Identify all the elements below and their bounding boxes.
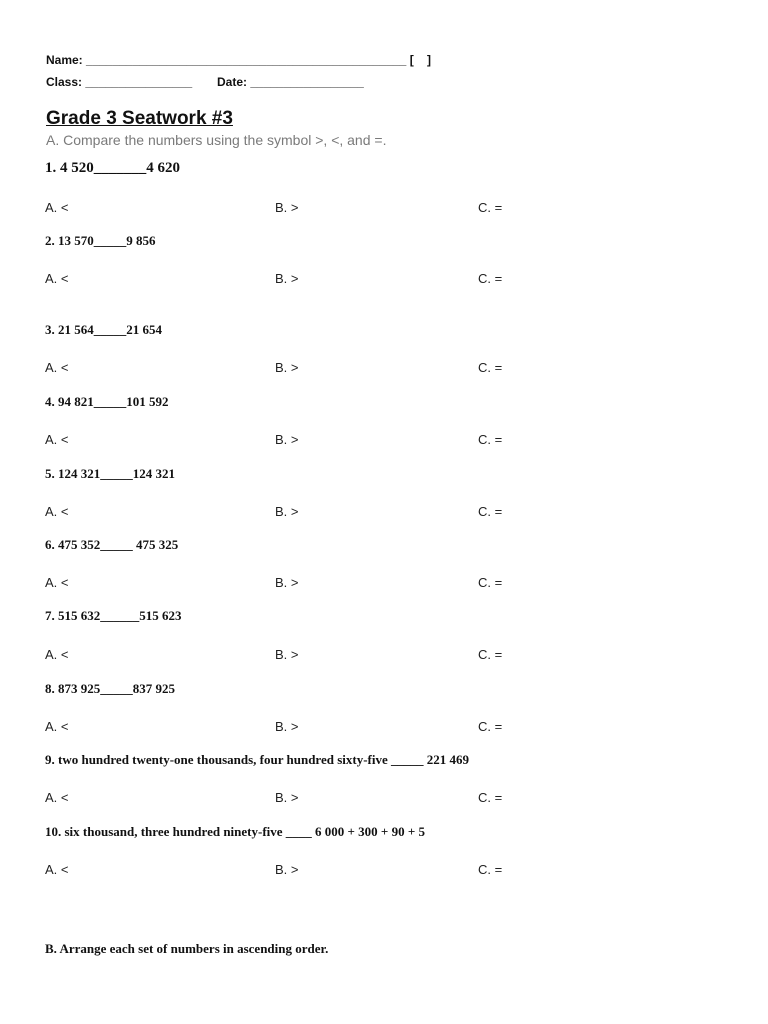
question-8: 8. 873 925_____837 925	[45, 681, 175, 696]
q9-option-a: A. <	[45, 790, 69, 805]
section-a-instruction: A. Compare the numbers using the symbol >, <, and =.	[46, 132, 387, 148]
q10-option-a: A. <	[45, 862, 69, 877]
question-10: 10. six thousand, three hundred ninety-five ____ 6 000 + 300 + 90 + 5	[45, 824, 426, 839]
q3-option-a: A. <	[45, 360, 69, 375]
q8-option-b: B. >	[275, 719, 299, 734]
q7-option-a: A. <	[45, 647, 69, 662]
q8-option-c: C. =	[478, 719, 503, 734]
q3-option-b: B. >	[275, 360, 299, 375]
question-5: 5. 124 321_____124 321	[45, 466, 175, 481]
question-2: 2. 13 570_____9 856	[45, 233, 156, 248]
q6-option-b: B. >	[275, 575, 299, 590]
q5-option-c: C. =	[478, 504, 503, 519]
q5-option-a: A. <	[45, 504, 69, 519]
question-1: 1. 4 520_______4 620	[45, 160, 180, 176]
q2-option-c: C. =	[478, 271, 503, 286]
worksheet-title: Grade 3 Seatwork #3	[46, 108, 233, 129]
name-field-line: Name: ________________________________________________ [ ]	[46, 53, 432, 67]
q6-option-a: A. <	[45, 575, 69, 590]
q7-option-b: B. >	[275, 647, 299, 662]
q7-option-c: C. =	[478, 647, 503, 662]
question-4: 4. 94 821_____101 592	[45, 394, 169, 409]
q4-option-c: C. =	[478, 432, 503, 447]
question-7: 7. 515 632______515 623	[45, 608, 182, 623]
date-field-line: Date: _________________	[217, 75, 364, 89]
question-3: 3. 21 564_____21 654	[45, 322, 162, 337]
q6-option-c: C. =	[478, 575, 503, 590]
q8-option-a: A. <	[45, 719, 69, 734]
q9-option-c: C. =	[478, 790, 503, 805]
q2-option-a: A. <	[45, 271, 69, 286]
q1-option-a: A. <	[45, 200, 69, 215]
q4-option-a: A. <	[45, 432, 69, 447]
question-6: 6. 475 352_____ 475 325	[45, 537, 179, 552]
class-field-line: Class: ________________	[46, 75, 193, 89]
q4-option-b: B. >	[275, 432, 299, 447]
q10-option-b: B. >	[275, 862, 299, 877]
q1-option-c: C. =	[478, 200, 503, 215]
q3-option-c: C. =	[478, 360, 503, 375]
q5-option-b: B. >	[275, 504, 299, 519]
q10-option-c: C. =	[478, 862, 503, 877]
q9-option-b: B. >	[275, 790, 299, 805]
q2-option-b: B. >	[275, 271, 299, 286]
question-9: 9. two hundred twenty-one thousands, four hundred sixty-five _____ 221 469	[45, 752, 470, 767]
q1-option-b: B. >	[275, 200, 299, 215]
section-b-instruction: B. Arrange each set of numbers in ascending order.	[45, 941, 329, 956]
